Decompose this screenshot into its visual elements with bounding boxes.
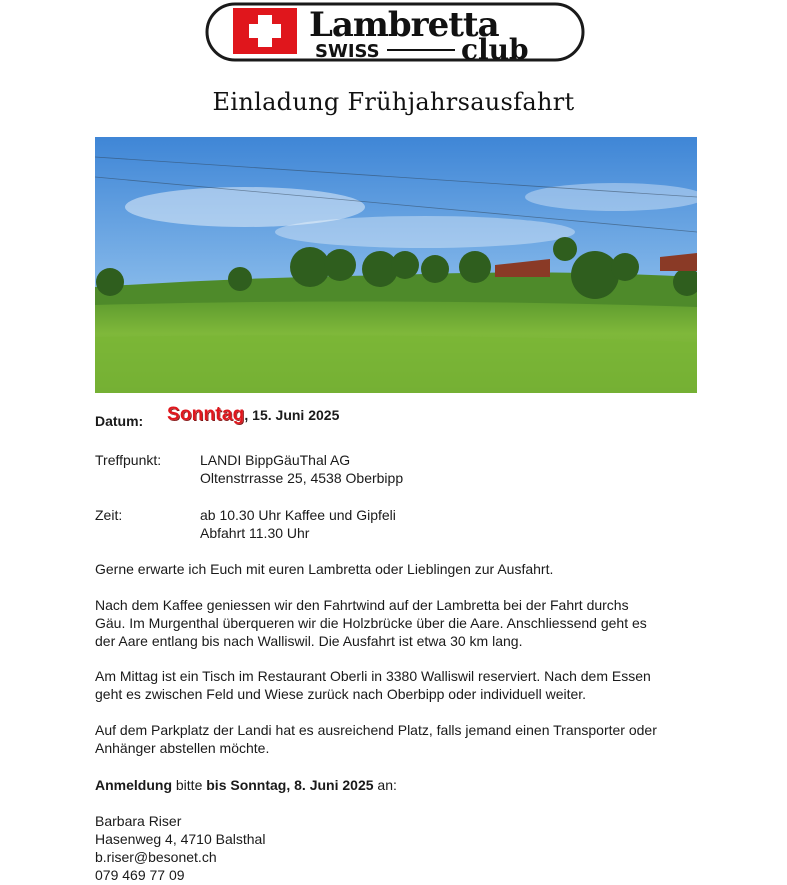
- paragraph-1: Gerne erwarte ich Euch mit euren Lambretta oder Lieblingen zur Ausfahrt.: [95, 561, 554, 577]
- treffpunkt-label: Treffpunkt:: [95, 452, 162, 468]
- contact-address: Hasenweg 4, 4710 Balsthal: [95, 831, 266, 847]
- datum-day: Sonntag: [167, 404, 245, 425]
- landscape-photo: [95, 137, 697, 393]
- contact-email[interactable]: b.riser@besonet.ch: [95, 849, 217, 865]
- zeit-line2: Abfahrt 11.30 Uhr: [200, 525, 310, 541]
- datum-label: Datum:: [95, 413, 144, 429]
- zeit-label: Zeit:: [95, 507, 123, 523]
- svg-text:club: club: [461, 33, 529, 62]
- datum-row: [95, 412, 143, 430]
- svg-text:SWISS: SWISS: [315, 41, 380, 62]
- paragraph-2: Nach dem Kaffee geniessen wir den Fahrtwind auf der Lambretta bei der Fahrt durchs Gäu. Im Murgenthal überqueren wir die Holzbrücke über die Aare. Anschliessend geht es der Aare entlang bis nach Walliswil. Die Ausfahrt ist etwa 30 km lang.: [95, 597, 647, 649]
- zeit-line1: ab 10.30 Uhr Kaffee und Gipfeli: [200, 507, 396, 523]
- anmeldung-word: Anmeldung: [95, 777, 172, 793]
- datum-date: , 15. Juni 2025: [244, 407, 340, 423]
- anmeldung-deadline: bis Sonntag, 8. Juni 2025: [206, 777, 374, 793]
- contact-name: Barbara Riser: [95, 813, 182, 829]
- svg-text:Lambretta: Lambretta: [309, 5, 499, 45]
- paragraph-3: Am Mittag ist ein Tisch im Restaurant Oberli in 3380 Walliswil reserviert. Nach dem Essen geht es zwischen Feld und Wiese zurück nach Oberbipp oder individuell weiter.: [95, 668, 651, 702]
- anmeldung-line: Anmeldung bitte bis Sonntag, 8. Juni 2025 an:: [95, 777, 397, 793]
- contact-phone[interactable]: 079 469 77 09: [95, 867, 185, 883]
- lambretta-club-logo: [205, 2, 585, 62]
- paragraph-4: Auf dem Parkplatz der Landi hat es ausreichend Platz, falls jemand einen Transporter oder Anhänger abstellen möchte.: [95, 722, 657, 756]
- datum-value: [167, 406, 339, 424]
- treffpunkt-line2: Oltenstrrasse 25, 4538 Oberbipp: [200, 470, 404, 486]
- page-title: Einladung Frühjahrsausfahrt: [212, 88, 575, 116]
- treffpunkt-line1: LANDI BippGäuThal AG: [200, 452, 351, 468]
